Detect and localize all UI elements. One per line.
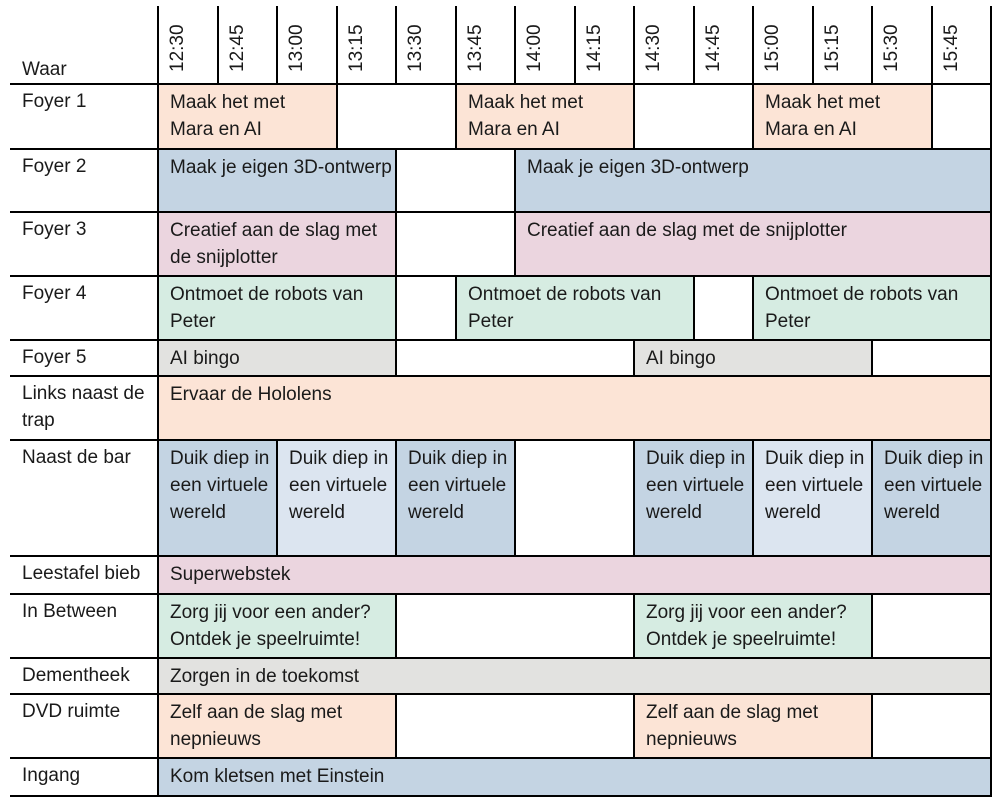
grid-line xyxy=(871,694,873,758)
event-title: Maak het met Mara en AI xyxy=(765,92,881,140)
grid-line xyxy=(455,84,457,149)
event-title: Ontmoet de robots van Peter xyxy=(765,284,959,332)
event-cell[interactable] xyxy=(159,377,992,440)
grid-line xyxy=(931,6,933,84)
grid-line xyxy=(871,340,873,376)
grid-line xyxy=(633,694,635,758)
location-label: Naast de bar xyxy=(22,447,131,468)
event-cell[interactable] xyxy=(635,595,873,658)
event-cell[interactable] xyxy=(278,441,397,556)
event-cell[interactable] xyxy=(457,85,635,149)
event-cell[interactable] xyxy=(873,441,992,556)
event-title: Zorg jij voor een ander? Ontdek je speelruimte! xyxy=(170,602,371,650)
grid-line xyxy=(514,212,516,276)
time-header: 14:45 xyxy=(703,24,724,72)
grid-line xyxy=(276,6,278,84)
time-header: 13:45 xyxy=(465,24,486,72)
event-cell[interactable] xyxy=(754,441,873,556)
event-title: Duik diep in een virtuele wereld xyxy=(884,448,984,523)
event-title: Creatief aan de slag met de snijplotter xyxy=(170,220,378,268)
event-title: Zorgen in de toekomst xyxy=(170,666,360,687)
event-cell[interactable] xyxy=(159,595,397,658)
event-title: Zelf aan de slag met nepnieuws xyxy=(646,702,819,750)
grid-line xyxy=(752,276,754,340)
event-title: Duik diep in een virtuele wereld xyxy=(289,448,389,523)
time-header: 15:30 xyxy=(881,24,902,72)
grid-line xyxy=(336,6,338,84)
event-cell[interactable] xyxy=(635,695,873,758)
location-label: Ingang xyxy=(22,765,81,786)
event-title: AI bingo xyxy=(170,348,240,369)
location-label: DVD ruimte xyxy=(22,701,121,722)
event-title: Ontmoet de robots van Peter xyxy=(170,284,364,332)
grid-line xyxy=(633,594,635,658)
grid-line xyxy=(514,6,516,84)
grid-line xyxy=(395,594,397,658)
grid-line xyxy=(871,440,873,556)
grid-line xyxy=(633,6,635,84)
grid-line xyxy=(395,6,397,84)
grid-line xyxy=(752,6,754,84)
event-title: AI bingo xyxy=(646,348,716,369)
event-cell[interactable] xyxy=(397,441,516,556)
event-cell[interactable] xyxy=(635,441,754,556)
grid-line xyxy=(752,440,754,556)
event-cell[interactable] xyxy=(159,213,397,276)
time-header: 15:00 xyxy=(762,24,783,72)
event-cell[interactable] xyxy=(159,150,397,212)
event-title: Superwebstek xyxy=(170,564,291,585)
event-cell[interactable] xyxy=(516,213,992,276)
time-header: 12:45 xyxy=(227,24,248,72)
event-title: Maak je eigen 3D-ontwerp xyxy=(527,157,749,178)
location-label: Foyer 4 xyxy=(22,283,87,304)
grid-line xyxy=(455,6,457,84)
location-label: Foyer 3 xyxy=(22,219,87,240)
grid-line xyxy=(276,440,278,556)
grid-line xyxy=(336,84,338,149)
event-title: Zelf aan de slag met nepnieuws xyxy=(170,702,343,750)
grid-line xyxy=(871,594,873,658)
event-title: Zorg jij voor een ander? Ontdek je speelruimte! xyxy=(646,602,847,650)
grid-line xyxy=(395,340,397,376)
grid-line xyxy=(693,6,695,84)
grid-line xyxy=(693,276,695,340)
event-title: Duik diep in een virtuele wereld xyxy=(170,448,270,523)
time-header: 15:15 xyxy=(822,24,843,72)
event-cell[interactable] xyxy=(159,759,992,796)
event-cell[interactable] xyxy=(754,85,933,149)
event-title: Duik diep in een virtuele wereld xyxy=(408,448,508,523)
grid-line xyxy=(455,276,457,340)
grid-line xyxy=(395,276,397,340)
event-cell[interactable] xyxy=(516,150,992,212)
event-title: Creatief aan de slag met de snijplotter xyxy=(527,220,848,241)
grid-line xyxy=(514,440,516,556)
grid-line xyxy=(812,6,814,84)
event-cell[interactable] xyxy=(457,277,695,340)
location-header-label: Waar xyxy=(22,59,67,80)
grid-line xyxy=(395,212,397,276)
time-header: 13:00 xyxy=(286,24,307,72)
grid-line xyxy=(990,6,992,796)
location-label: Foyer 1 xyxy=(22,91,87,112)
grid-line xyxy=(871,6,873,84)
location-label: Leestafel bieb xyxy=(22,563,141,584)
event-title: Duik diep in een virtuele wereld xyxy=(765,448,865,523)
event-title: Duik diep in een virtuele wereld xyxy=(646,448,746,523)
event-title: Maak het met Mara en AI xyxy=(170,92,286,140)
location-label: Dementheek xyxy=(22,665,130,686)
event-title: Maak het met Mara en AI xyxy=(468,92,584,140)
grid-line xyxy=(157,6,159,796)
time-header: 14:30 xyxy=(643,24,664,72)
time-header: 14:00 xyxy=(524,24,545,72)
time-header: 12:30 xyxy=(167,24,188,72)
location-label: In Between xyxy=(22,601,118,622)
event-cell[interactable] xyxy=(159,557,992,594)
grid-line xyxy=(633,340,635,376)
time-header: 15:45 xyxy=(941,24,962,72)
time-header: 13:15 xyxy=(346,24,367,72)
event-cell[interactable] xyxy=(159,85,338,149)
grid-line xyxy=(931,84,933,149)
grid-line xyxy=(395,149,397,212)
grid-line xyxy=(574,6,576,84)
event-cell[interactable] xyxy=(159,441,278,556)
event-cell[interactable] xyxy=(159,695,397,758)
grid-line xyxy=(752,84,754,149)
grid-line xyxy=(217,6,219,84)
time-header: 13:30 xyxy=(405,24,426,72)
event-title: Kom kletsen met Einstein xyxy=(170,766,385,787)
event-cell[interactable] xyxy=(159,659,992,694)
grid-line xyxy=(395,694,397,758)
grid-line xyxy=(514,149,516,212)
event-title: Ontmoet de robots van Peter xyxy=(468,284,662,332)
grid-line xyxy=(633,440,635,556)
event-title: Ervaar de Hololens xyxy=(170,384,332,405)
event-cell[interactable] xyxy=(754,277,992,340)
event-cell[interactable] xyxy=(159,277,397,340)
location-column-header xyxy=(0,0,158,84)
location-label: Foyer 5 xyxy=(22,347,87,368)
grid-line xyxy=(633,84,635,149)
location-label: Links naast de trap xyxy=(22,383,145,431)
location-label: Foyer 2 xyxy=(22,156,87,177)
grid-line xyxy=(395,440,397,556)
event-cell[interactable] xyxy=(159,341,397,376)
event-title: Maak je eigen 3D-ontwerp xyxy=(170,157,392,178)
time-header: 14:15 xyxy=(584,24,605,72)
event-cell[interactable] xyxy=(635,341,873,376)
